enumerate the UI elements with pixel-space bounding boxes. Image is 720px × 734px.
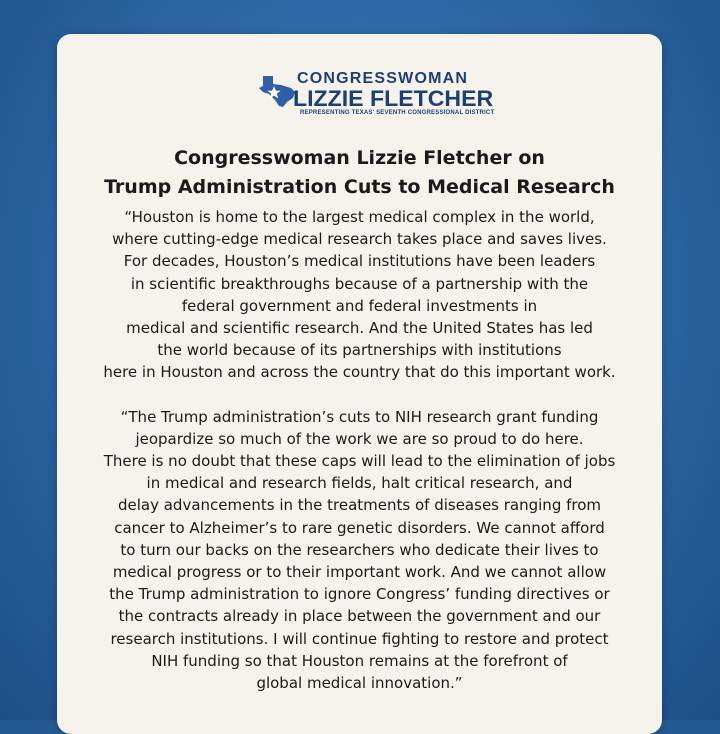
logo-tagline: REPRESENTING TEXAS' SEVENTH CONGRESSIONAL DISTRICT [300,110,495,116]
texas-star-icon [257,72,297,108]
statement-card [57,34,662,734]
statement-body [77,206,642,694]
paragraph-line: the contracts already in place between the government and our [118,607,601,626]
paragraph-line: in scientific breakthroughs because of a partnership with the [130,274,589,293]
paragraph-line: “Houston is home to the largest medical complex in the world, [124,208,595,226]
paragraph-line: research institutions. I will continue fighting to restore and protect [110,629,609,648]
paragraph-line: federal government and federal investments in [181,296,538,315]
paragraph-line: where cutting-edge medical research takes place and saves lives. [112,230,607,249]
statement-title [57,144,662,202]
paragraph-line: There is no doubt that these caps will lead to the elimination of jobs [103,452,616,471]
title-line-2: Trump Administration Cuts to Medical Research [104,176,615,198]
paragraph-line: in medical and research fields, halt critical research, and [146,474,573,493]
paragraph-line: cancer to Alzheimer’s to rare genetic disorders. We cannot afford [114,518,605,537]
logo-name: LIZZIE FLETCHER [293,86,494,111]
paragraph-line: jeopardize so much of the work we are so proud to do here. [135,429,584,448]
paragraph-2 [77,406,642,695]
paragraph-line: to turn our backs on the researchers who dedicate their lives to [120,540,599,559]
congresswoman-logo [57,70,662,114]
paragraph-line: global medical innovation.” [256,674,463,693]
paragraph-line: the Trump administration to ignore Congress’ funding directives or [109,585,610,604]
paragraph-gap [77,384,642,406]
logo-title: CONGRESSWOMAN [297,70,469,87]
paragraph-line: For decades, Houston’s medical institutions have been leaders [123,252,596,271]
paragraph-line: the world because of its partnerships with institutions [157,341,562,360]
paragraph-line: medical and scientific research. And the United States has led [126,319,593,338]
title-line-1: Congresswoman Lizzie Fletcher on [174,147,545,169]
paragraph-1 [77,206,642,384]
paragraph-line: delay advancements in the treatments of diseases ranging from [117,496,602,515]
paragraph-line: here in Houston and across the country that do this important work. [103,363,616,382]
paragraph-line: medical progress or to their important work. And we cannot allow [112,563,607,582]
paragraph-line: NIH funding so that Houston remains at the forefront of [151,651,568,670]
paragraph-line: “The Trump administration’s cuts to NIH research grant funding [120,407,599,426]
